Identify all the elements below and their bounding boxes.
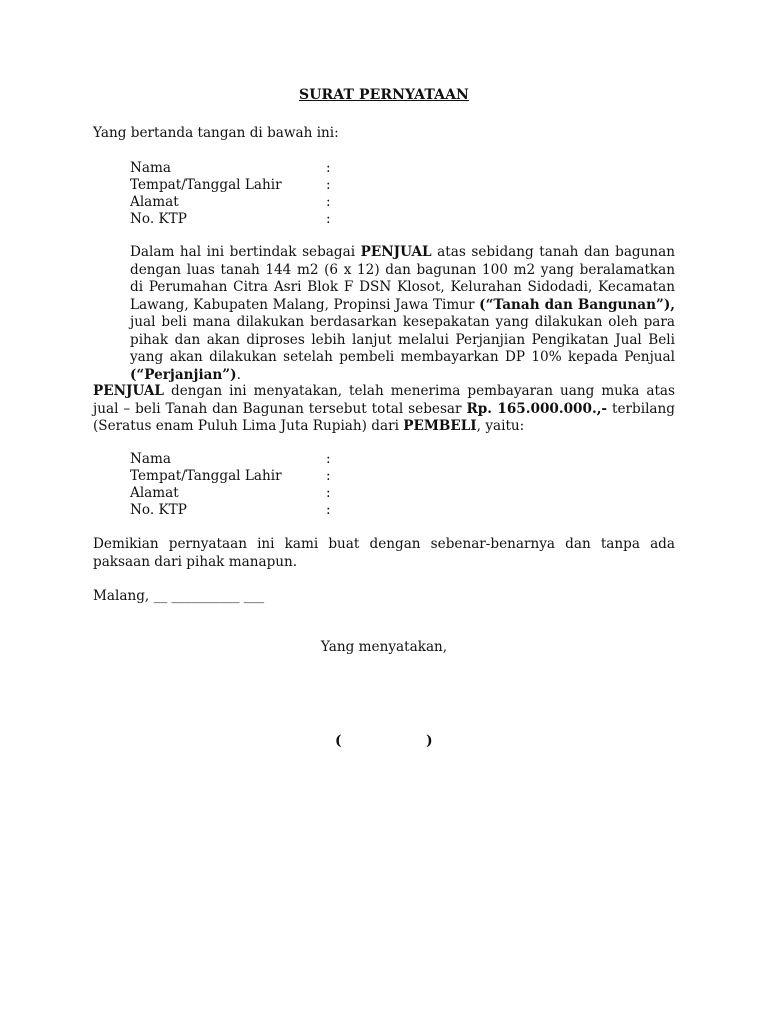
document-title: SURAT PERNYATAAN	[299, 87, 469, 103]
field-colon: :	[326, 485, 331, 501]
para2-text-2: terbilang (Seratus enam Puluh Lima Juta Rupiah) dari	[93, 400, 675, 434]
signer-label: Yang menyatakan,	[320, 639, 448, 655]
para1-text-1: Dalam hal ini bertindak sebagai	[130, 244, 361, 260]
signature-open-paren: (	[335, 733, 342, 749]
para1-bold-property: (“Tanah dan Bangunan”),	[479, 296, 675, 313]
field-colon: :	[326, 468, 331, 484]
para1-text-3: jual beli mana dilakukan berdasarkan kesepakatan yang dilakukan oleh para pihak dan akan diproses lebih lanjut melalui Perjanjian Pengikatan Jual Beli yang akan dilakukan setelah pembeli membayarkan DP 10% kepada Penjual	[130, 314, 675, 365]
paragraph-payment-statement	[93, 383, 675, 436]
field-row-name	[130, 160, 380, 177]
field-label: Alamat	[130, 194, 179, 210]
buyer-identity-fields	[130, 451, 380, 519]
paragraph-closing: Demikian pernyataan ini kami buat dengan sebenar-benarnya dan tanpa ada paksaan dari pihak manapun.	[93, 536, 675, 570]
field-colon: :	[326, 502, 331, 518]
para2-bold-amount: Rp. 165.000.000.,-	[466, 400, 608, 417]
field-label: Nama	[130, 160, 171, 176]
field-label: Tempat/Tanggal Lahir	[130, 468, 282, 484]
field-row-birth	[130, 177, 380, 194]
field-colon: :	[326, 451, 331, 467]
intro-text: Yang bertanda tangan di bawah ini:	[93, 125, 339, 141]
seller-identity-fields	[130, 160, 380, 228]
field-label: No. KTP	[130, 211, 187, 227]
field-row-birth	[130, 468, 380, 485]
field-label: No. KTP	[130, 502, 187, 518]
para2-text-3: , yaitu:	[476, 418, 525, 434]
field-row-ktp	[130, 502, 380, 519]
paragraph-seller-statement	[130, 244, 675, 384]
field-colon: :	[326, 194, 331, 210]
field-row-address	[130, 194, 380, 211]
field-colon: :	[326, 177, 331, 193]
para2-bold-buyer: PEMBELI	[403, 418, 477, 434]
para1-text-2: atas sebidang tanah dan bagunan dengan luas tanah 144 m2 (6 x 12) dan bagunan 100 m2 yang beralamatkan di Perumahan Citra Asri Blok F DSN Klosot, Kelurahan Sidodadi, Kecamatan Lawang, Kabupaten Malang, Propinsi Jawa Timur	[130, 244, 675, 313]
para1-text-4: .	[236, 366, 241, 383]
place-date-line: Malang, __ __________ ___	[93, 588, 265, 604]
field-colon: :	[326, 160, 331, 176]
field-label: Tempat/Tanggal Lahir	[130, 177, 282, 193]
field-row-ktp	[130, 211, 380, 228]
signature-close-paren: )	[426, 733, 433, 749]
field-row-name	[130, 451, 380, 468]
field-label: Alamat	[130, 485, 179, 501]
field-label: Nama	[130, 451, 171, 467]
para1-bold-seller: PENJUAL	[360, 244, 432, 260]
field-colon: :	[326, 211, 331, 227]
para2-text-1: dengan ini menyatakan, telah menerima pembayaran uang muka atas jual – beli Tanah dan Bagunan tersebut total sebesar	[93, 383, 675, 417]
para2-bold-seller: PENJUAL	[93, 383, 164, 399]
para1-bold-agreement: (“Perjanjian”)	[130, 366, 237, 383]
field-row-address	[130, 485, 380, 502]
